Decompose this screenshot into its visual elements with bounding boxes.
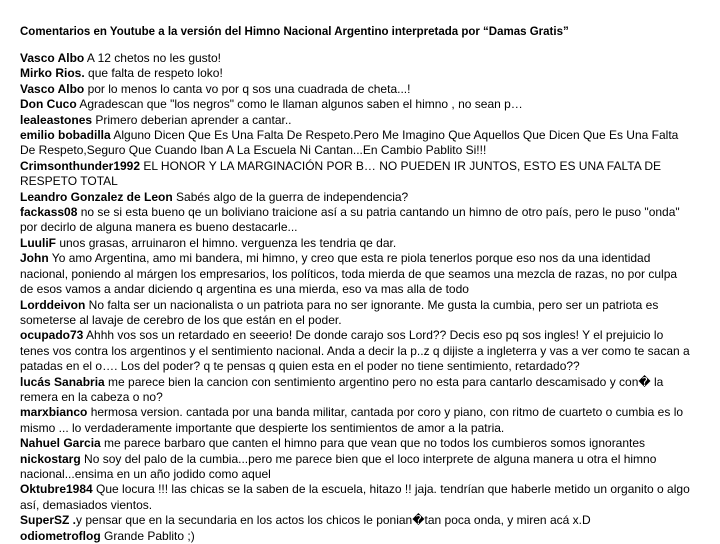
comment-author: Crimsonthunder1992	[20, 158, 141, 173]
comment-text: EL HONOR Y LA MARGINACIÓN POR B… NO PUEDEN IR JUNTOS, ESTO ES UNA FALTA DE RESPETO TOTAL	[20, 158, 662, 189]
comment-text: Yo amo Argentina, amo mi bandera, mi himno, y creo que esta re piola tenerlos porque eso nos da una identidad nacional, poniendo al márgen los empresarios, los políticos, toda mierda de que seamos una mezcla de razas, no por culpa de esos vamos a andar diciendo q argentina es una mierda, eso va mas alla de todo	[20, 251, 678, 297]
comment-list	[20, 51, 692, 544]
comment-author: fackass08	[20, 205, 78, 220]
comment-item	[20, 66, 692, 81]
comment-author: Oktubre1984	[20, 482, 93, 497]
comment-author: John	[20, 251, 49, 266]
comment-item	[20, 205, 692, 236]
comment-text: No soy del palo de la cumbia...pero me parece bien que el loco interprete de alguna manera u otra el himno nacional...ensima en un año jodido como aquel	[20, 451, 657, 481]
comment-text: Grande Pablito ;)	[100, 528, 195, 543]
comment-text: Alguno Dicen Que Es Una Falta De Respeto.Pero Me Imagino Que Aquellos Que Dicen Que Es Una Falta De Respeto,Seguro Que Cuando Iban A La Escuela Ni Cantan...En Cambio Pablito Si!!!	[20, 128, 679, 158]
comment-item	[20, 513, 692, 528]
comment-item	[20, 97, 692, 112]
comment-item	[20, 113, 692, 128]
comment-text: y pensar que en la secundaria en los actos los chicos le ponian�tan poca onda, y miren acá x.D	[76, 513, 591, 528]
comment-text: que falta de respeto loko!	[84, 66, 223, 81]
comment-item	[20, 436, 692, 451]
comment-author: nickostarg	[20, 451, 81, 466]
comment-text: A 12 chetos no les gusto!	[84, 51, 222, 65]
comment-item	[20, 405, 692, 436]
comment-author: emilio bobadilla	[20, 128, 111, 143]
comment-item	[20, 190, 692, 205]
comment-text: me parece bien la cancion con sentimiento argentino pero no esta para cantarlo descamisado y con� la remera en la cabeza o no?	[20, 374, 664, 404]
comment-author: LuuliF	[20, 235, 56, 250]
document-title: Comentarios en Youtube a la versión del Himno Nacional Argentino interpretada por “Damas Gratis”	[20, 26, 569, 38]
comment-item	[20, 375, 692, 406]
comment-author: marxbianco	[20, 405, 88, 420]
comment-author: Nahuel Garcia	[20, 436, 101, 451]
comment-author: Vasco Albo	[20, 81, 85, 96]
comment-author: Don Cuco	[20, 97, 77, 112]
comment-text: Ahhh vos sos un retardado en seeerio! De donde carajo sos Lord?? Decis eso pq sos ingles! Y el prejuicio lo tenes vos contra los argentinos y el sentimiento nacional. Anda a decir la p..z q dijiste a ingleterra y vas a ver como te sacan a patadas en el o…. Los del poder? q te pensas q quien esta en el poder no tiene sentimiento, retardado??	[20, 328, 690, 374]
comment-author: lucás Sanabria	[20, 374, 105, 389]
comment-text: Agradescan que "los negros" como le llaman algunos saben el himno , no sean p…	[76, 97, 523, 112]
comment-author: Lorddeivon	[20, 297, 86, 312]
comment-item	[20, 236, 692, 251]
comment-text: No falta ser un nacionalista o un patriota para no ser ignorante. Me gusta la cumbia, pero ser un patriota es someterse al lavaje de cerebro de los que están en el poder.	[20, 297, 659, 327]
comment-item	[20, 128, 692, 159]
comment-item	[20, 51, 692, 66]
comment-author: Leandro Gonzalez de Leon	[20, 189, 173, 204]
comment-text: hermosa version. cantada por una banda militar, cantada por coro y piano, con ritmo de cuarteto o cumbia es lo mismo ... lo verdaderamente importante que despierte los sentimientos de amor a la patria.	[20, 405, 684, 435]
comment-text: Que locura !!! las chicas se la saben de la escuela, hitazo !! jaja. tendrían que haberle metido un organito o algo así, demasiados vientos.	[20, 482, 690, 512]
comment-author: lealeastones	[20, 112, 93, 127]
comment-item	[20, 82, 692, 97]
comment-author: ocupado73	[20, 328, 84, 343]
comment-text: no se si esta bueno qe un boliviano traicione así a su patria cantando un himno de otro país, pero le puso "onda" por decirlo de alguna manera es bueno destacarle...	[20, 205, 680, 235]
comment-item	[20, 328, 692, 374]
comment-author: Mirko Rios.	[20, 66, 85, 81]
comment-text: por lo menos lo canta vo por q sos una cuadrada de cheta...!	[84, 81, 411, 96]
comment-text: unos grasas, arruinaron el himno. verguenza les tendria qe dar.	[56, 235, 397, 250]
comment-item	[20, 452, 692, 483]
comment-item	[20, 159, 692, 190]
comment-text: Sabés algo de la guerra de independencia?	[172, 189, 409, 204]
comment-item	[20, 298, 692, 329]
comment-text: me parece barbaro que canten el himno para que vean que no todos los cumbieros somos ignorantes	[100, 436, 646, 451]
comment-item	[20, 529, 692, 544]
comment-text: Primero deberian aprender a cantar..	[92, 112, 292, 127]
comment-item	[20, 482, 692, 513]
comment-item	[20, 251, 692, 297]
comment-author: Vasco Albo	[20, 51, 85, 65]
comment-author: SuperSZ .	[20, 513, 77, 528]
comment-author: odiometroflog	[20, 528, 101, 543]
